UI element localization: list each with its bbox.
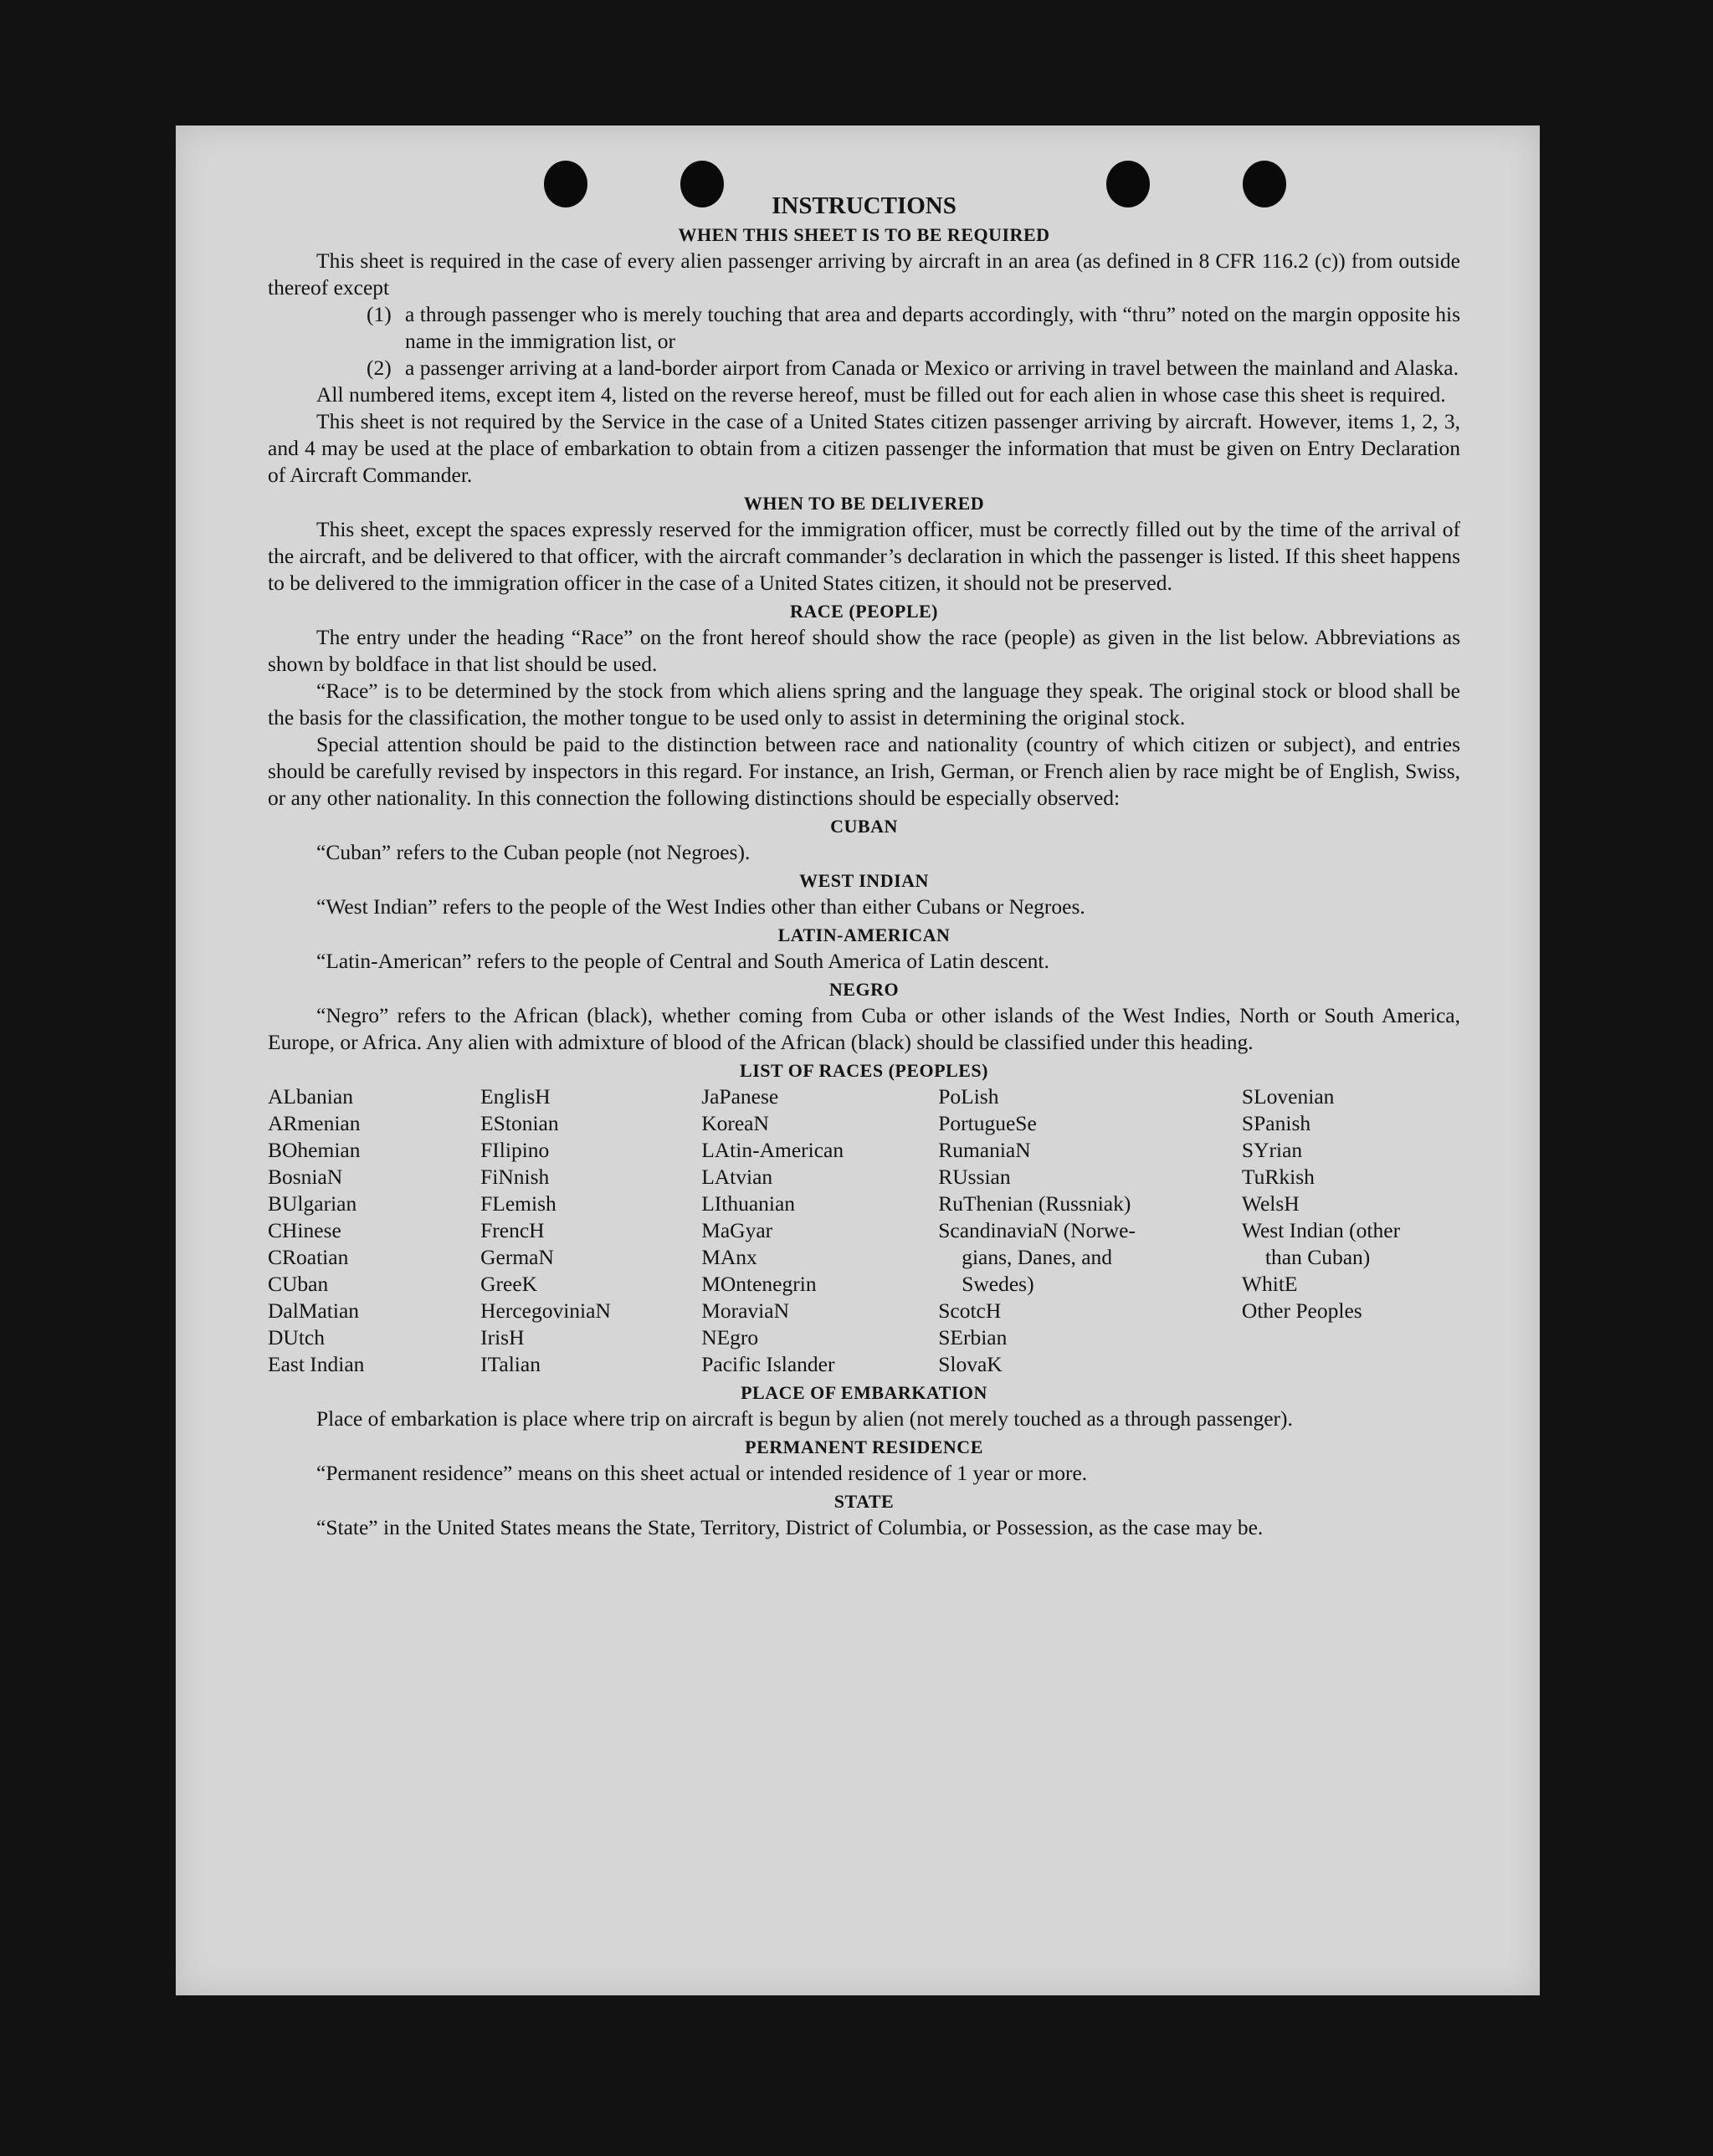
residence-text: “Permanent residence” means on this sheet actual or intended residence of 1 year or more. bbox=[316, 1461, 1088, 1485]
races-column bbox=[701, 1083, 938, 1378]
latin-american-text: “Latin-American” refers to the people of Central and South America of Latin descent. bbox=[316, 949, 1049, 973]
race-entry: MoraviaN bbox=[701, 1298, 789, 1323]
section-heading-negro: NEGRO bbox=[828, 979, 900, 1000]
west-indian-text: “West Indian” refers to the people of the West Indies other than either Cubans or Negroes. bbox=[316, 894, 1085, 919]
section-heading-west-indian: WEST INDIAN bbox=[799, 870, 929, 891]
page-title: INSTRUCTIONS bbox=[772, 192, 957, 219]
race-paragraph-2: “Race” is to be determined by the stock from which aliens spring and the language they speak. The original stock or blood shall be the basis for the classification, the mother tongue to be used only to assist in determining the original stock. bbox=[268, 679, 1460, 730]
races-list bbox=[268, 1083, 1460, 1378]
race-entry: FLemish bbox=[480, 1191, 556, 1216]
race-entry: ARmenian bbox=[268, 1111, 361, 1135]
races-column bbox=[480, 1083, 701, 1378]
race-entry: FIlipino bbox=[480, 1138, 550, 1162]
races-column bbox=[268, 1083, 480, 1378]
race-entry: LAtin-American bbox=[701, 1138, 844, 1162]
item-text: a passenger arriving at a land-border airport from Canada or Mexico or arriving in travel between the mainland and Alaska. bbox=[405, 356, 1459, 380]
race-entry: RuThenian (Russniak) bbox=[938, 1191, 1131, 1216]
race-entry: HercegoviniaN bbox=[480, 1298, 611, 1323]
state-text: “State” in the United States means the State, Territory, District of Columbia, or Possession, as the case may be. bbox=[316, 1515, 1264, 1539]
section-heading-state: STATE bbox=[833, 1491, 895, 1512]
race-entry: than Cuban) bbox=[1264, 1245, 1371, 1269]
item-number: (1) bbox=[367, 302, 392, 326]
race-entry: SYrian bbox=[1241, 1138, 1303, 1162]
punch-hole bbox=[544, 161, 587, 207]
race-entry: JaPanese bbox=[701, 1084, 779, 1109]
race-entry: RumaniaN bbox=[938, 1138, 1031, 1162]
race-entry: PortugueSe bbox=[938, 1111, 1037, 1135]
race-entry: SErbian bbox=[938, 1325, 1008, 1349]
delivered-text: This sheet, except the spaces expressly reserved for the immigration officer, must be correctly filled out by the time of the arrival of the aircraft, and be delivered to that officer, with the aircraft commander’s declaration in which the passenger is listed. If this sheet happens to be delivered to the immigration officer in the case of a United States citizen, it should not be preserved. bbox=[268, 517, 1460, 595]
exception-item bbox=[268, 355, 1460, 382]
race-entry: BUlgarian bbox=[268, 1191, 357, 1216]
required-paragraph-2: All numbered items, except item 4, listed on the reverse hereof, must be filled out for each alien in whose case this sheet is required. bbox=[316, 382, 1446, 407]
race-entry: BosniaN bbox=[268, 1165, 343, 1189]
race-entry: IrisH bbox=[480, 1325, 525, 1349]
race-entry: EnglisH bbox=[480, 1084, 551, 1109]
required-intro: This sheet is required in the case of every alien passenger arriving by aircraft in an area (as defined in 8 CFR 116.2 (c)) from outside thereof except bbox=[268, 248, 1460, 300]
race-entry: SLovenian bbox=[1241, 1084, 1335, 1109]
race-entry: West Indian (other bbox=[1241, 1218, 1401, 1242]
race-entry: GreeK bbox=[480, 1272, 538, 1296]
section-heading-delivered: WHEN TO BE DELIVERED bbox=[743, 493, 985, 514]
race-entry: MaGyar bbox=[701, 1218, 773, 1242]
punch-hole bbox=[1106, 161, 1150, 207]
race-entry: CHinese bbox=[268, 1218, 341, 1242]
races-column bbox=[1242, 1083, 1460, 1378]
required-paragraph-3: This sheet is not required by the Service in the case of a United States citizen passenger arriving by aircraft. However, items 1, 2, 3, and 4 may be used at the place of embarkation to obtain from a citizen passenger the information that must be given on Entry Declaration of Aircraft Commander. bbox=[268, 409, 1460, 487]
embarkation-text: Place of embarkation is place where trip on aircraft is begun by alien (not merely touched as a through passenger). bbox=[316, 1406, 1293, 1431]
section-heading-cuban: CUBAN bbox=[830, 816, 898, 837]
race-entry: MOntenegrin bbox=[701, 1272, 817, 1296]
race-entry: SlovaK bbox=[938, 1352, 1003, 1376]
race-entry: Swedes) bbox=[962, 1272, 1034, 1296]
negro-text: “Negro” refers to the African (black), whether coming from Cuba or other islands of the West Indies, North or South America, Europe, or Africa. Any alien with admixture of blood of the African (black) should be classified under this heading. bbox=[268, 1003, 1460, 1054]
punch-hole bbox=[1243, 161, 1286, 207]
race-entry: ScandinaviaN (Norwe- bbox=[938, 1218, 1136, 1242]
races-column bbox=[938, 1083, 1242, 1378]
race-entry: gians, Danes, and bbox=[962, 1245, 1113, 1269]
race-paragraph-1: The entry under the heading “Race” on the front hereof should show the race (people) as given in the list below. Abbreviations as shown by boldface in that list should be used. bbox=[268, 625, 1460, 676]
race-entry: GermaN bbox=[480, 1245, 554, 1269]
race-entry: East Indian bbox=[268, 1352, 365, 1376]
race-entry: Other Peoples bbox=[1241, 1298, 1362, 1323]
race-entry: WhitE bbox=[1241, 1272, 1298, 1296]
race-entry: FiNnish bbox=[480, 1165, 550, 1189]
race-entry: DalMatian bbox=[268, 1298, 360, 1323]
race-entry: DUtch bbox=[268, 1325, 325, 1349]
race-entry: Pacific Islander bbox=[701, 1352, 835, 1376]
race-entry: KoreaN bbox=[701, 1111, 769, 1135]
item-text: a through passenger who is merely touching that area and departs accordingly, with “thru” noted on the margin opposite his name in the immigration list, or bbox=[405, 302, 1460, 353]
race-entry: ALbanian bbox=[268, 1084, 353, 1109]
section-heading-residence: PERMANENT RESIDENCE bbox=[745, 1436, 983, 1457]
race-entry: ScotcH bbox=[938, 1298, 1002, 1323]
document-sheet bbox=[176, 125, 1540, 1995]
section-heading-embarkation: PLACE OF EMBARKATION bbox=[741, 1382, 987, 1403]
race-entry: PoLish bbox=[938, 1084, 999, 1109]
race-entry: LAtvian bbox=[701, 1165, 773, 1189]
race-entry: SPanish bbox=[1241, 1111, 1311, 1135]
race-entry: NEgro bbox=[701, 1325, 759, 1349]
item-number: (2) bbox=[367, 356, 392, 380]
race-entry: ITalian bbox=[480, 1352, 541, 1376]
section-heading-required: WHEN THIS SHEET IS TO BE REQUIRED bbox=[678, 224, 1050, 245]
race-entry: EStonian bbox=[480, 1111, 559, 1135]
race-entry: CRoatian bbox=[268, 1245, 349, 1269]
race-entry: MAnx bbox=[701, 1245, 757, 1269]
race-entry: CUban bbox=[268, 1272, 329, 1296]
race-entry: LIthuanian bbox=[701, 1191, 796, 1216]
section-heading-latin-american: LATIN-AMERICAN bbox=[777, 924, 951, 945]
section-heading-race: RACE (PEOPLE) bbox=[790, 601, 938, 622]
race-entry: WelsH bbox=[1241, 1191, 1300, 1216]
race-entry: TuRkish bbox=[1241, 1165, 1315, 1189]
punch-hole bbox=[680, 161, 724, 207]
race-paragraph-3: Special attention should be paid to the distinction between race and nationality (country of which citizen or subject), and entries should be carefully revised by inspectors in this regard. For instance, an Irish, German, or French alien by race might be of English, Swiss, or any other nationality. In this connection the following distinctions should be especially observed: bbox=[268, 732, 1460, 810]
exception-item bbox=[268, 301, 1460, 355]
cuban-text: “Cuban” refers to the Cuban people (not Negroes). bbox=[316, 840, 751, 864]
race-entry: RUssian bbox=[938, 1165, 1011, 1189]
race-entry: BOhemian bbox=[268, 1138, 361, 1162]
section-heading-races-list: LIST OF RACES (PEOPLES) bbox=[740, 1060, 988, 1081]
race-entry: FrencH bbox=[480, 1218, 545, 1242]
